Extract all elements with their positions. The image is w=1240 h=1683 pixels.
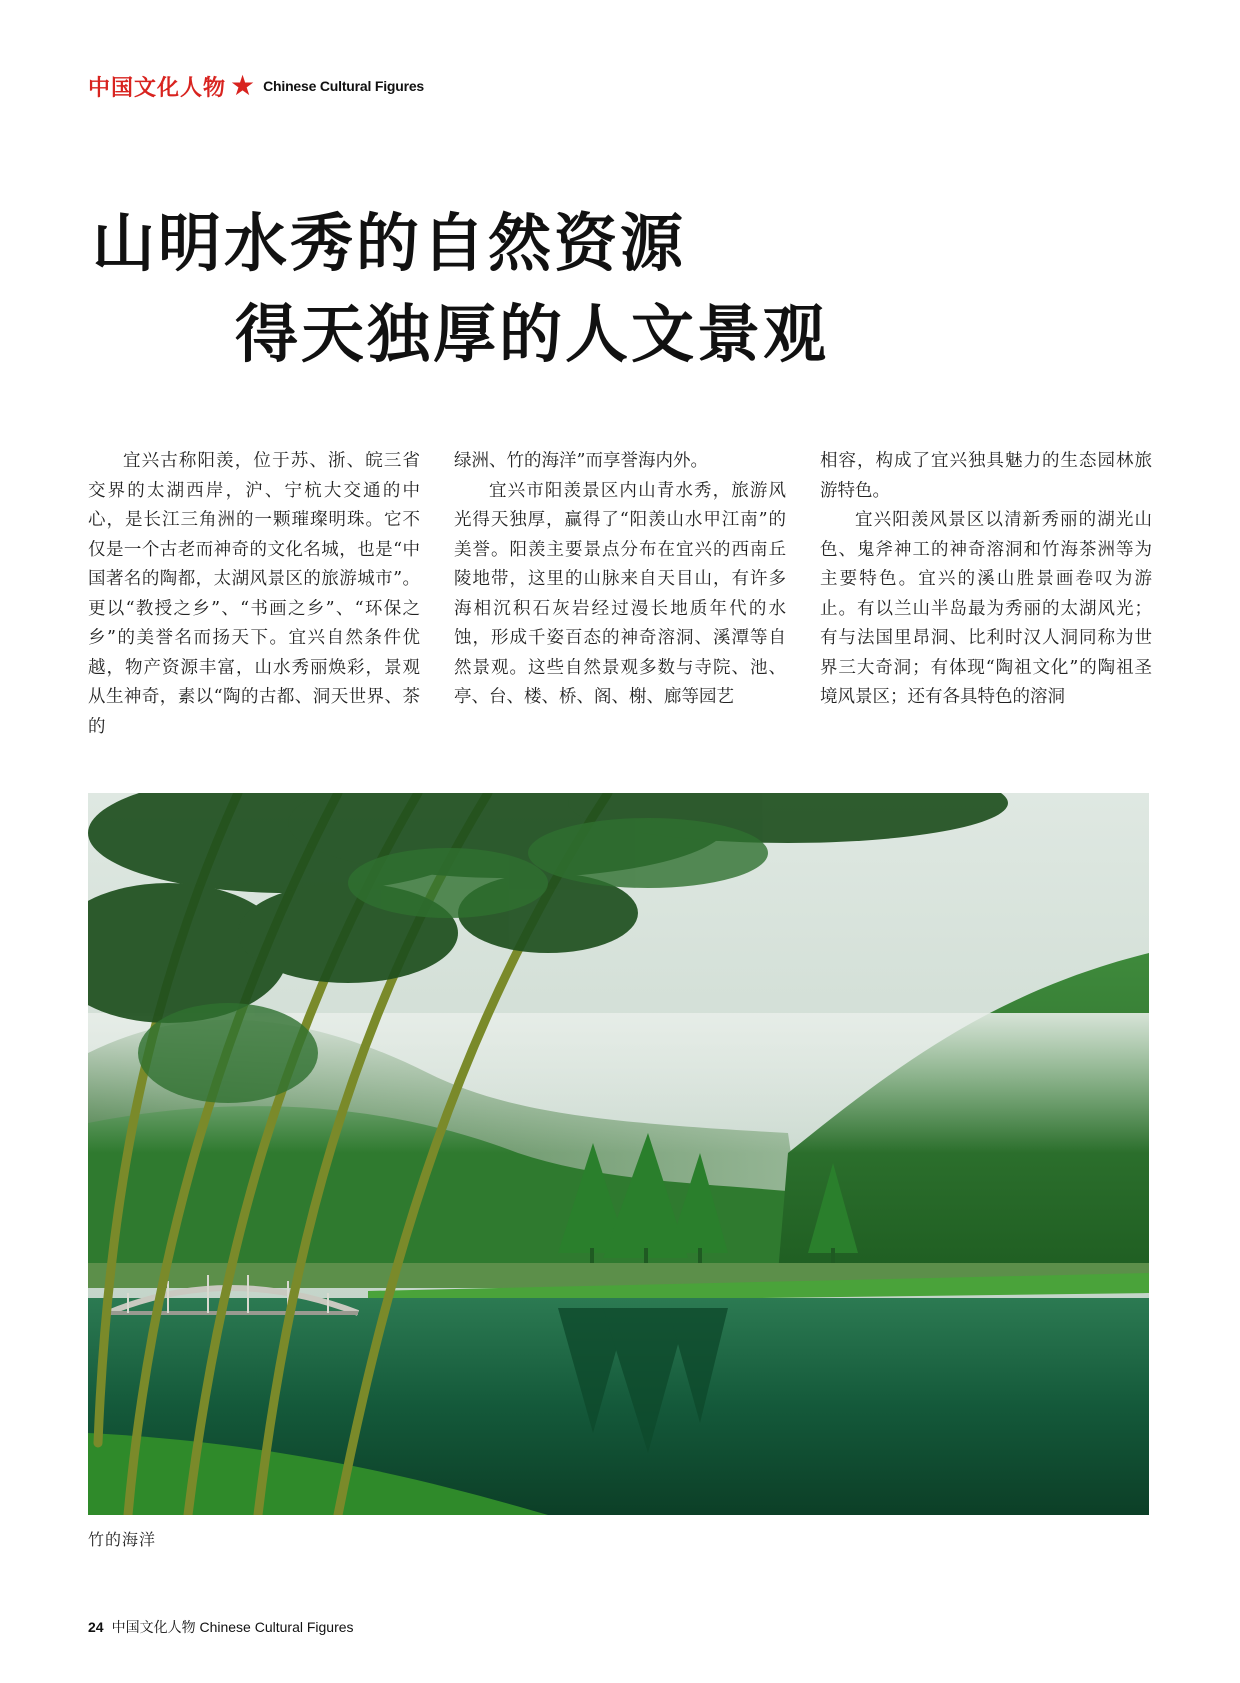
paragraph-continued: 相容，构成了宜兴独具魅力的生态园林旅游特色。 [820, 451, 1152, 501]
photo-caption: 竹的海洋 [88, 1530, 157, 1549]
paragraph-continued: 绿洲、竹的海洋”而享誉海内外。 [454, 451, 708, 471]
star-icon: ★ [230, 69, 256, 102]
paragraph: 宜兴市阳羡景区内山青水秀，旅游风光得天独厚，赢得了“阳羡山水甲江南”的美誉。阳羡主要景点分布在宜兴的西南丘陵地带，这里的山脉来自天目山，有许多海相沉积石灰岩经过漫长地质年代的水蚀，形成千姿百态的神奇溶洞、溪潭等自然景观。这些自然景观多数与寺院、池、亭、台、楼、桥、阁、榭、廊等园艺 [454, 480, 786, 707]
page-number: 24 [88, 1619, 104, 1635]
headline-line-1: 山明水秀的自然资源 [92, 206, 686, 280]
masthead-title-en: Chinese Cultural Figures [263, 78, 425, 94]
article-column-1 [88, 447, 420, 742]
paragraph: 宜兴古称阳羡，位于苏、浙、皖三省交界的太湖西岸，沪、宁杭大交通的中心，是长江三角洲的一颗璀璨明珠。它不仅是一个古老而神奇的文化名城，也是“中国著名的陶都，太湖风景区的旅游城市”。更以“教授之乡”、“书画之乡”、“环保之乡”的美誉名而扬天下。宜兴自然条件优越，物产资源丰富，山水秀丽焕彩，景观从生神奇，素以“陶的古都、洞天世界、茶的 [88, 451, 420, 737]
paragraph: 宜兴阳羡风景区以清新秀丽的湖光山色、鬼斧神工的神奇溶洞和竹海茶洲等为主要特色。宜兴的溪山胜景画卷叹为游止。有以兰山半岛最为秀丽的太湖风光；有与法国里昂洞、比利时汉人洞同称为世界三大奇洞；有体现“陶祖文化”的陶祖圣境风景区；还有各具特色的溶洞 [820, 510, 1152, 707]
article-column-3 [820, 447, 1152, 713]
bamboo-lake-photo [88, 793, 1149, 1515]
masthead-title-cn: 中国文化人物 [88, 74, 227, 101]
masthead [88, 70, 424, 102]
footer-label: 中国文化人物 Chinese Cultural Figures [111, 1619, 354, 1635]
headline-line-2: 得天独厚的人文景观 [235, 297, 829, 371]
article-column-2 [454, 447, 786, 713]
page-footer [88, 1617, 354, 1637]
